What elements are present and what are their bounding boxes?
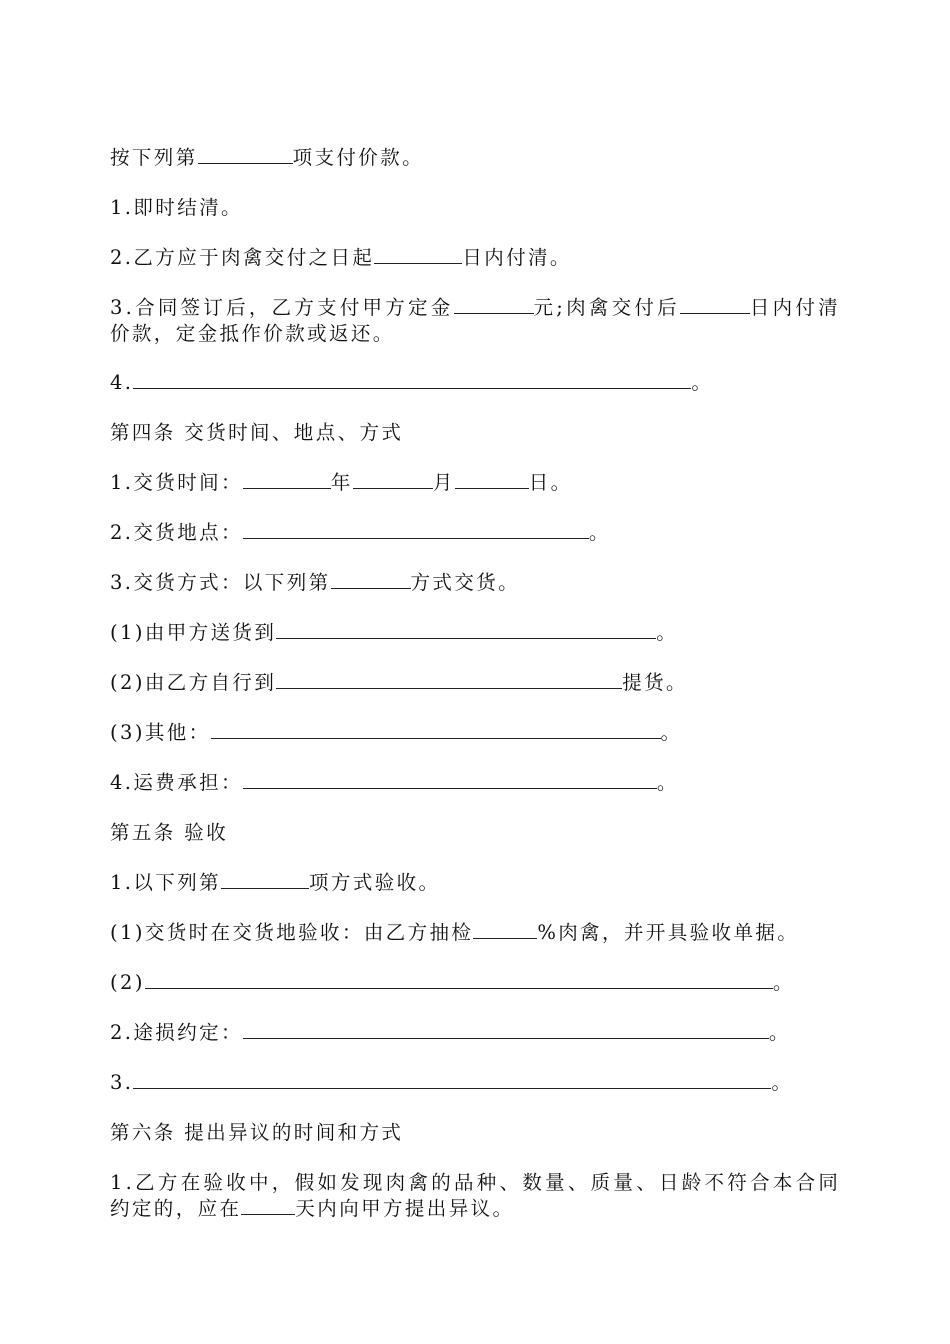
text-segment: 1.乙方在验收中，假如发现肉禽的品种、数量、质量、日龄不符合本合同 bbox=[110, 1171, 842, 1194]
text-line bbox=[110, 145, 424, 171]
fill-in-blank[interactable] bbox=[331, 571, 411, 589]
text-segment: 年 bbox=[330, 471, 353, 494]
text-segment: 1.以下列第 bbox=[110, 871, 222, 894]
fill-in-blank[interactable] bbox=[133, 1071, 771, 1089]
text-segment: %肉禽，并开具验收单据。 bbox=[537, 921, 800, 944]
fill-in-blank[interactable] bbox=[145, 971, 773, 989]
text-line bbox=[110, 920, 799, 946]
text-segment: 按下列第 bbox=[110, 146, 198, 169]
text-segment: 2.途损约定： bbox=[110, 1021, 243, 1044]
text-segment: 方式交货。 bbox=[410, 571, 521, 594]
text-line bbox=[110, 1170, 841, 1196]
text-segment: 项支付价款。 bbox=[292, 146, 425, 169]
text-line bbox=[110, 1120, 403, 1146]
text-segment: 元;肉禽交付后 bbox=[533, 296, 680, 319]
text-segment: 月 bbox=[432, 471, 455, 494]
text-segment: 日内付清 bbox=[749, 296, 841, 319]
text-line bbox=[110, 1196, 514, 1222]
text-line bbox=[110, 370, 713, 396]
text-segment: 。 bbox=[660, 721, 683, 744]
fill-in-blank[interactable] bbox=[455, 471, 529, 489]
text-segment: (1)交货时在交货地验收：由乙方抽检 bbox=[110, 921, 474, 944]
text-line bbox=[110, 670, 688, 696]
text-line bbox=[110, 720, 682, 746]
text-segment: 天内向甲方提出异议。 bbox=[295, 1197, 515, 1220]
fill-in-blank[interactable] bbox=[680, 296, 750, 314]
text-line bbox=[110, 1020, 791, 1046]
fill-in-blank[interactable] bbox=[276, 621, 656, 639]
fill-in-blank[interactable] bbox=[276, 671, 622, 689]
text-segment: 日内付清。 bbox=[462, 246, 572, 269]
text-segment: 。 bbox=[656, 621, 679, 644]
text-segment: 第五条 验收 bbox=[110, 821, 229, 844]
text-line bbox=[110, 295, 841, 321]
text-segment: 价款，定金抵作价款或返还。 bbox=[110, 322, 395, 345]
text-segment: 3. bbox=[110, 1071, 134, 1094]
text-segment: 。 bbox=[656, 771, 679, 794]
text-line bbox=[110, 195, 243, 221]
fill-in-blank[interactable] bbox=[221, 871, 309, 889]
text-segment: 。 bbox=[588, 521, 611, 544]
text-segment: 第六条 提出异议的时间和方式 bbox=[110, 1121, 404, 1144]
fill-in-blank[interactable] bbox=[353, 471, 433, 489]
text-line bbox=[110, 520, 611, 546]
text-segment: 4.运费承担： bbox=[110, 771, 243, 794]
text-line bbox=[110, 620, 678, 646]
fill-in-blank[interactable] bbox=[473, 921, 537, 939]
text-segment: 1.交货时间： bbox=[110, 471, 243, 494]
text-segment: 3.合同签订后，乙方支付甲方定金 bbox=[110, 296, 454, 319]
fill-in-blank[interactable] bbox=[454, 296, 534, 314]
text-line bbox=[110, 245, 572, 271]
text-segment: 2.乙方应于肉禽交付之日起 bbox=[110, 246, 375, 269]
fill-in-blank[interactable] bbox=[243, 521, 589, 539]
text-segment: 日。 bbox=[528, 471, 573, 494]
text-segment: 。 bbox=[768, 1021, 791, 1044]
text-segment: 4. bbox=[110, 371, 134, 394]
fill-in-blank[interactable] bbox=[211, 721, 661, 739]
text-line bbox=[110, 970, 795, 996]
text-segment: 项方式验收。 bbox=[309, 871, 441, 894]
text-line bbox=[110, 420, 403, 446]
text-segment: (1)由甲方送货到 bbox=[110, 621, 277, 644]
text-segment: 。 bbox=[771, 1071, 794, 1094]
text-line bbox=[110, 570, 520, 596]
text-segment: 1.即时结清。 bbox=[110, 196, 243, 219]
text-line bbox=[110, 870, 440, 896]
text-line bbox=[110, 321, 395, 347]
text-segment: (2)由乙方自行到 bbox=[110, 671, 277, 694]
fill-in-blank[interactable] bbox=[243, 1021, 769, 1039]
fill-in-blank[interactable] bbox=[243, 471, 331, 489]
fill-in-blank[interactable] bbox=[241, 1197, 295, 1215]
text-segment: (3)其他： bbox=[110, 721, 211, 744]
fill-in-blank[interactable] bbox=[243, 771, 657, 789]
text-line bbox=[110, 1070, 793, 1096]
text-segment: 约定的，应在 bbox=[110, 1197, 242, 1220]
text-segment: 。 bbox=[691, 371, 714, 394]
text-segment: 提货。 bbox=[622, 671, 688, 694]
fill-in-blank[interactable] bbox=[133, 371, 691, 389]
text-segment: 2.交货地点： bbox=[110, 521, 243, 544]
text-line bbox=[110, 820, 228, 846]
text-segment: 。 bbox=[772, 971, 795, 994]
fill-in-blank[interactable] bbox=[198, 146, 293, 164]
text-line bbox=[110, 770, 679, 796]
text-line bbox=[110, 470, 573, 496]
text-segment: 第四条 交货时间、地点、方式 bbox=[110, 421, 404, 444]
text-segment: (2) bbox=[110, 971, 145, 994]
text-segment: 3.交货方式：以下列第 bbox=[110, 571, 331, 594]
fill-in-blank[interactable] bbox=[374, 246, 462, 264]
